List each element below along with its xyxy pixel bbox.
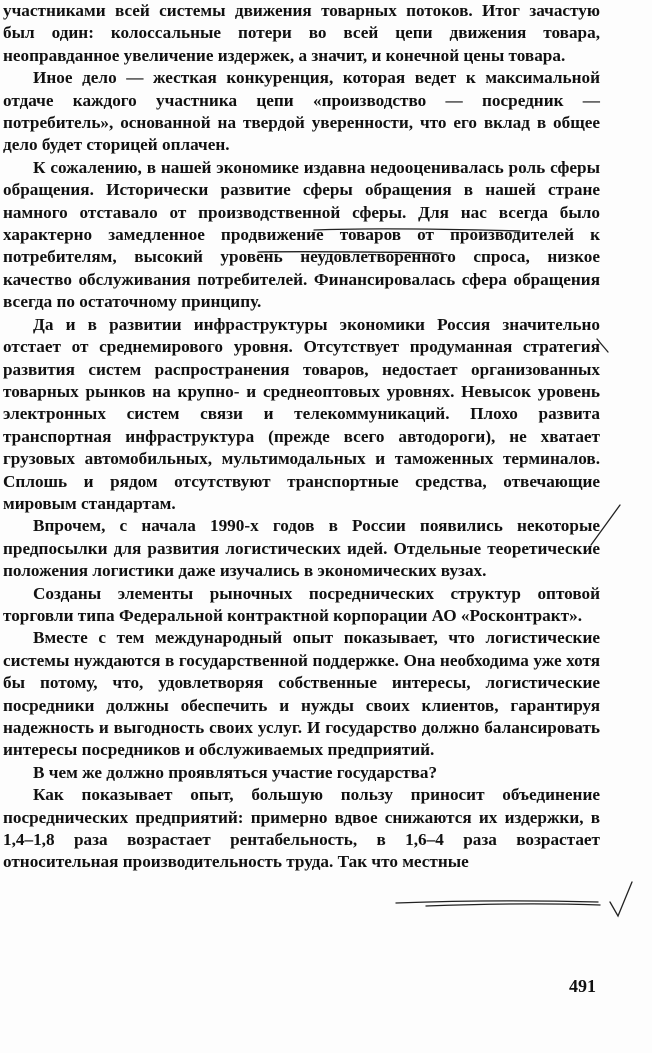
- paragraph-2: Иное дело — жесткая конкуренция, которая ведет к максимальной отдаче каждого участника цепи «производство — посредник — потребитель», основанной на твердой уверенности, что его вклад в общее дело будет сторицей оплачен.: [3, 68, 600, 155]
- margin-check-mark: [610, 882, 632, 916]
- underline-mark-3: [396, 901, 598, 903]
- overline-mark: [426, 904, 600, 906]
- paragraph-1: участниками всей системы движения товарных потоков. Итог зачастую был один: колоссальные потери во всей цепи движения товара, неоправданное увеличение издержек, а значит, и конечной цены товара.: [3, 1, 600, 65]
- paragraph-3: К сожалению, в нашей экономике издавна недооценивалась роль сферы обращения. Исторически развитие сферы обращения в нашей стране намного отставало от производственной сферы. Для нас всегда было характерно замедленное продвижение товаров от производителей к потребителям, высокий уровень неудовлетворенного спроса, низкое качество обслуживания потребителей. Финансировалась сфера обращения всегда по остаточному принципу.: [3, 157, 600, 312]
- paragraph-6: Созданы элементы рыночных посреднических структур оптовой торговли типа Федеральной контрактной корпорации АО «Росконтракт».: [3, 583, 600, 625]
- paragraph-9: Как показывает опыт, большую пользу приносит объединение посреднических предприятий: примерно вдвое снижаются их издержки, в 1,4–1,8 раза возрастает рентабельность, в 1,6–4 раза возрастает относительная производительность труда. Так что местные: [3, 785, 600, 872]
- paragraph-8: В чем же должно проявляться участие государства?: [33, 762, 438, 782]
- paragraph-7: Вместе с тем международный опыт показывает, что логистические системы нуждаются в государственной поддержке. Она необходима уже хотя бы потому, что, удовлетворяя собственные интересы, логистические посредники должны обеспечить и нужды своих клиентов, гарантируя надежность и выгодность своих услуг. И государство должно балансировать интересы посредников и обслуживаемых предприятий.: [3, 628, 600, 760]
- page-number: 491: [569, 976, 596, 996]
- paragraph-4: Да и в развитии инфраструктуры экономики Россия значительно отстает от среднемирового уровня. Отсутствует продуманная стратегия развития систем распространения товаров, недостает организованных товарных рынков на крупно- и среднеоптовых уровнях. Невысок уровень электронных систем связи и телекоммуникаций. Плохо развита транспортная инфраструктура (прежде всего автодороги), не хватает грузовых автомобильных, мультимодальных и таможенных терминалов. Сплошь и рядом отсутствуют транспортные средства, отвечающие мировым стандартам.: [3, 314, 600, 513]
- paragraph-5: Впрочем, с начала 1990-х годов в России появились некоторые предпосылки для развития логистических идей. Отдельные теоретические положения логистики даже изучались в экономических вузах.: [3, 516, 600, 581]
- body-text: [3, 0, 600, 874]
